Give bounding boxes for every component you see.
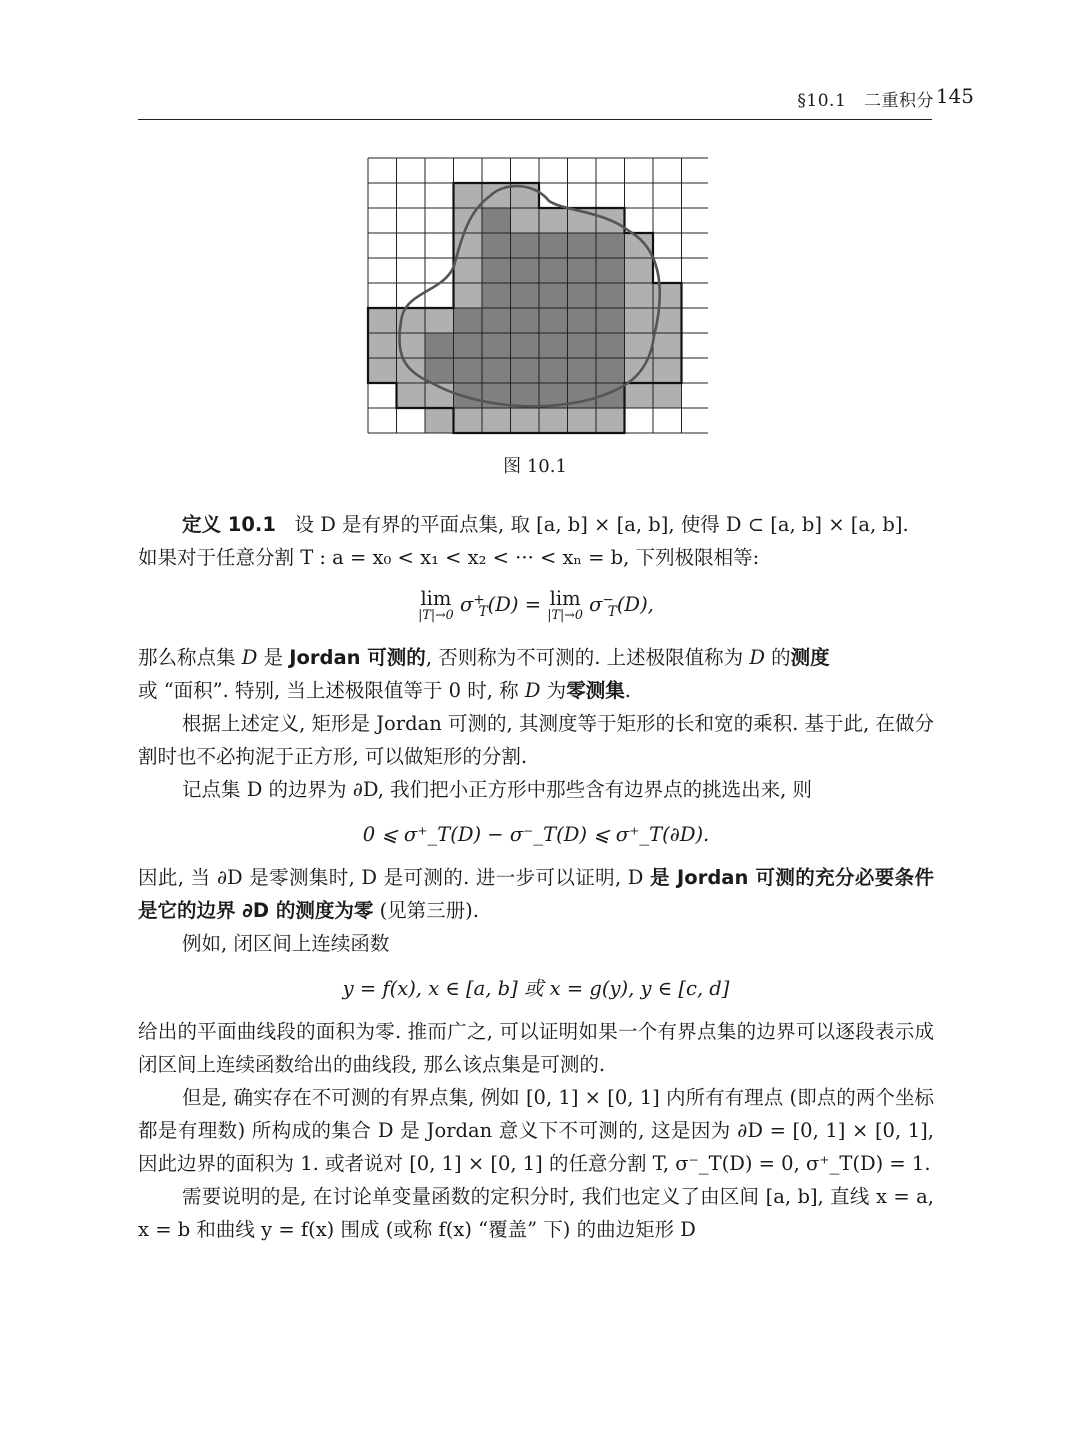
lim-under: |T|→0: [418, 606, 454, 622]
outer-cell: [539, 208, 568, 233]
inner-cell: [511, 333, 540, 358]
outer-cell: [625, 358, 654, 383]
inner-cell: [568, 258, 597, 283]
page-number: 145: [935, 84, 974, 108]
term-measure: 测度: [790, 645, 830, 669]
outer-cell: [454, 258, 483, 283]
outer-cell: [625, 308, 654, 333]
inner-cell: [596, 258, 625, 283]
equation-limits: lim |T|→0 $\sigma^+_T(D)$ = lim |T|→0 $\sigma^-_T(D)$,: [418, 587, 654, 622]
paragraph-remark: 需要说明的是, 在讨论单变量函数的定积分时, 我们也定义了由区间 [a, b], 直线 x = a, x = b 和曲线 y = f(x) 围成 (或称 f(x) “覆盖” 下) 的曲边矩形 D: [138, 1184, 934, 1241]
inner-cell: [454, 358, 483, 383]
inner-cell: [568, 308, 597, 333]
inner-cell: [482, 358, 511, 383]
header-section: §10.1 二重积分: [797, 91, 934, 111]
outer-cell: [653, 333, 682, 358]
inner-cell: [511, 233, 540, 258]
inner-cell: [482, 308, 511, 333]
inner-cell: [568, 333, 597, 358]
outer-cell: [511, 408, 540, 433]
outer-cell: [625, 258, 654, 283]
paragraph-jordan: 那么称点集 D 是 Jordan 可测的, 否则称为不可测的. 上述极限值称为 D 的测度 或 “面积”. 特别, 当上述极限值等于 0 时, 称 D 为零测集.: [138, 645, 830, 702]
paragraph-generalize: 给出的平面曲线段的面积为零. 推而广之, 可以证明如果一个有界点集的边界可以逐段表示成闭区间上连续函数给出的曲线段, 那么该点集是可测的.: [138, 1019, 934, 1076]
definition-paragraph: [138, 508, 934, 574]
paragraph-nonmeasurable: 但是, 确实存在不可测的有界点集, 例如 [0, 1] × [0, 1] 内所有有理点 (即点的两个坐标都是有理数) 所构成的集合 D 是 Jordan 意义下不可测的, 这是因为 ∂D = [0, 1] × [0, 1], 因此边界的面积为 1. 或者说对 [0, 1] × [0, 1] 的任意分割 T, σ⁻_T(D) = 0, σ⁺_T(D) = 1.: [138, 1085, 934, 1175]
definition-label: 定义 10.1: [182, 513, 276, 536]
outer-cell: [454, 283, 483, 308]
outer-cell: [568, 408, 597, 433]
inner-cell: [539, 258, 568, 283]
page-body: [138, 508, 934, 1246]
inner-cell: [596, 308, 625, 333]
inner-cell: [568, 358, 597, 383]
inner-cell: [568, 283, 597, 308]
outer-cell: [425, 308, 454, 333]
outer-cell: [511, 208, 540, 233]
outer-cell: [368, 358, 397, 383]
paragraph-example: 例如, 闭区间上连续函数: [182, 931, 390, 955]
inner-cell: [454, 333, 483, 358]
inner-cell: [482, 233, 511, 258]
paragraph-criterion: 因此, 当 ∂D 是零测集时, D 是可测的. 进一步可以证明, D 是 Jordan 可测的充分必要条件是它的边界 ∂D 的测度为零 (见第三册).: [138, 865, 934, 922]
inner-cell: [482, 258, 511, 283]
outer-cell: [625, 383, 654, 408]
paragraph-boundary: 记点集 D 的边界为 ∂D, 我们把小正方形中那些含有边界点的挑选出来, 则: [182, 777, 813, 801]
inner-cell: [482, 283, 511, 308]
inner-cell: [539, 308, 568, 333]
inner-cell: [539, 333, 568, 358]
inner-cell: [482, 208, 511, 233]
inner-cell: [454, 308, 483, 333]
inner-cell: [596, 233, 625, 258]
outer-cell: [397, 383, 426, 408]
inner-cell: [596, 358, 625, 383]
outer-cell: [625, 283, 654, 308]
header-rule: [138, 119, 932, 120]
outer-cell: [482, 408, 511, 433]
inner-cell: [425, 358, 454, 383]
term-null-set: 零测集: [566, 678, 625, 702]
outer-cell: [653, 283, 682, 308]
outer-cell: [454, 408, 483, 433]
outer-cell: [454, 208, 483, 233]
definition-line2: 如果对于任意分割 T : a = x₀ < x₁ < x₂ < ··· < xₙ = b, 下列极限相等:: [138, 546, 760, 569]
inner-cell: [482, 333, 511, 358]
inner-cell: [511, 383, 540, 408]
lim-under-2: |T|→0: [547, 606, 583, 622]
inner-cell: [596, 283, 625, 308]
term-jordan-measurable: Jordan 可测的: [289, 645, 426, 669]
definition-line1: 设 D 是有界的平面点集, 取 [a, b] × [a, b], 使得 D ⊂ [a, b] × [a, b].: [294, 513, 909, 536]
outer-cell: [596, 408, 625, 433]
grid-figure: [364, 156, 708, 438]
outer-cell: [539, 408, 568, 433]
paragraph-rectangle: 根据上述定义, 矩形是 Jordan 可测的, 其测度等于矩形的长和宽的乘积. 基于此, 在做分割时也不必拘泥于正方形, 可以做矩形的分割.: [138, 711, 934, 768]
lim-operator: lim: [420, 587, 452, 611]
inner-cell: [596, 333, 625, 358]
inner-cell: [511, 358, 540, 383]
outer-cell: [425, 408, 454, 433]
inner-cell: [511, 283, 540, 308]
inner-cell: [425, 333, 454, 358]
eq1-end: (D),: [616, 592, 654, 616]
equation-curves: y = f(x), x ∈ [a, b] 或 x = g(y), y ∈ [c, d]: [342, 976, 730, 1000]
term-criterion: 是 Jordan 可测的充分必要条件是它的边界 ∂D 的测度为零: [138, 865, 934, 922]
inner-cell: [568, 233, 597, 258]
inner-cell: [539, 358, 568, 383]
outer-cell: [653, 358, 682, 383]
outer-cell: [454, 183, 483, 208]
outer-cell: [368, 333, 397, 358]
inner-cell: [511, 258, 540, 283]
outer-cell: [653, 383, 682, 408]
inner-cell: [539, 283, 568, 308]
inner-cell: [539, 233, 568, 258]
outer-cell: [368, 308, 397, 333]
inner-cell: [511, 308, 540, 333]
equation-inequality: 0 ⩽ σ⁺_T(D) − σ⁻_T(D) ⩽ σ⁺_T(∂D).: [362, 822, 710, 846]
lim-operator-2: lim: [549, 587, 581, 611]
running-header: [138, 86, 974, 120]
figure-caption: 图 10.1: [503, 456, 567, 477]
